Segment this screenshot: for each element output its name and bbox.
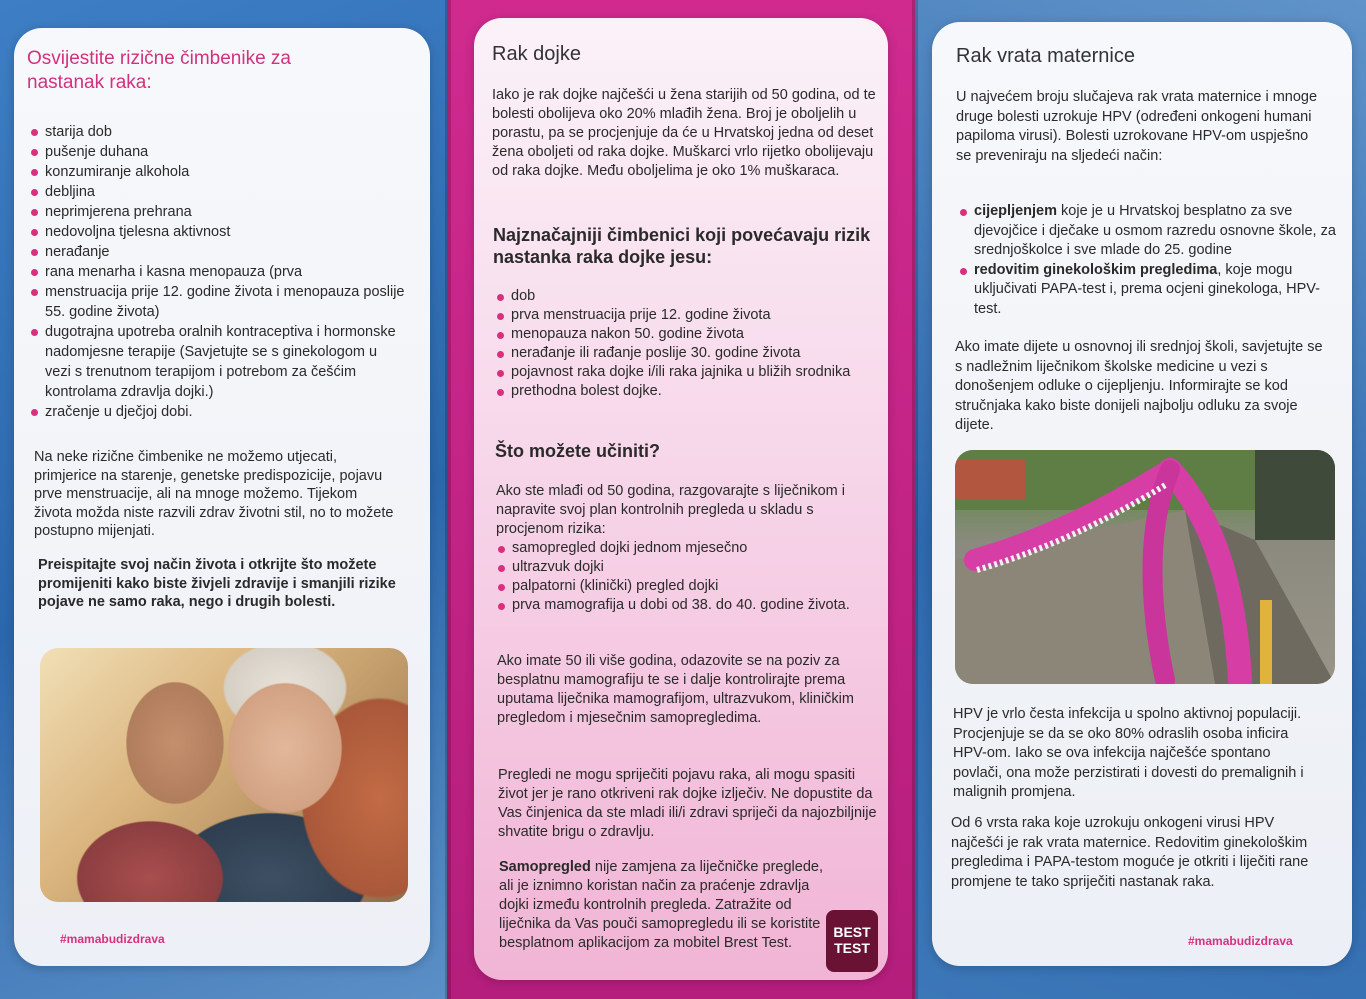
list-item: pojavnost raka dojke i/ili raka jajnika u bližih srodnika: [497, 363, 867, 382]
list-item: samopregled dojki jednom mjesečno: [498, 539, 868, 558]
risk-factors-title: Osvijestite rizične čimbenike za nastanak raka:: [27, 48, 291, 93]
self-exam-bold: Samopregled: [499, 859, 591, 875]
over-50-paragraph: Ako imate 50 ili više godina, odazovite se na poziv za besplatnu mamografiju te se i dalje kontrolirajte prema uputama liječnika mamografijom, ultrazvukom, kliničkim pregledom i mjesečnim samopregledima.: [497, 653, 854, 726]
list-item: prethodna bolest dojke.: [497, 382, 867, 401]
list-item: zračenje u dječjoj dobi.: [31, 402, 406, 422]
list-item: menopauza nakon 50. godine života: [497, 325, 867, 344]
prevention-text: , koje mogu uključivati PAPA-test i, prema ocjeni ginekologa, HPV-test.: [974, 261, 1321, 317]
list-item: [960, 261, 1340, 320]
logo-text: BEST: [833, 924, 871, 940]
hashtag: #mamabudizdrava: [1188, 934, 1293, 948]
list-item: [960, 202, 1340, 261]
smiling-women-photo: [40, 648, 408, 902]
human-ribbon-photo: [955, 450, 1335, 684]
prevention-text: koje je u Hrvatskoj besplatno za sve djevojčice i dječake u osmom razredu osnovne škole, za srednjoškolce i sve mlade do 25. godine: [974, 203, 1336, 258]
exams-paragraph: Pregledi ne mogu spriječiti pojavu raka, ali mogu spasiti život jer je rano otkriveni rak dojke izlječiv. Ne dopustite da Vas činjenica da ste mladi ili/i zdravi spriječi da najozbiljnije shvatite brigu o zdravlju.: [498, 767, 877, 840]
list-item: nerađanje: [31, 242, 406, 262]
school-paragraph: Ako imate dijete u osnovnoj ili srednjoj školi, savjetujte se s nadležnim liječnikom školske medicine u vezi s donošenjem odluke o cijepljenju. Informirajte se kod stručnjaka kako biste donijeli najbolju odluku za svoje dijete.: [955, 339, 1323, 433]
cervical-intro: U najvećem broju slučajeva rak vrata maternice i mnoge druge bolesti uzrokuje HPV (određeni onkogeni humani papiloma virusi). Bolesti uzrokovane HPV-om uspješno se preveniraju na sljedeći način:: [956, 89, 1318, 164]
ribbon-illustration: [955, 450, 1335, 684]
list-item: neprimjerena prehrana: [31, 202, 406, 222]
prevention-bold: redovitim ginekološkim pregledima: [974, 261, 1218, 278]
self-exam-text: nije zamjena za liječničke preglede, ali je iznimno koristan način za praćenje zdravlja dojki između kontrolnih pregleda. Zatražite od liječnika da Vas pouči samopregledu ili se koristite besplatnom aplikacijom za mobitel Brest Test.: [499, 859, 823, 951]
self-exam-paragraph: [499, 858, 824, 953]
list-item: dob: [497, 287, 867, 306]
under-50-paragraph: Ako ste mlađi od 50 godina, razgovarajte s liječnikom i napravite svoj plan kontrolnih pregleda u skladu s procjenom rizika:: [496, 483, 845, 537]
list-item: prva mamografija u dobi od 38. do 40. godine života.: [498, 596, 868, 615]
logo-text: TEST: [834, 940, 870, 956]
breast-cancer-title: Rak dojke: [492, 43, 581, 65]
fold-line: [912, 0, 918, 999]
hpv-paragraph: HPV je vrlo česta infekcija u spolno aktivnoj populaciji. Procjenjuje se da se oko 80% odraslih osoba inficira HPV-om. Iako se ova infekcija najčešće spontano povlači, ona može perzistirati i dovesti do premalignih i malignih promjena.: [953, 706, 1304, 800]
list-item: debljina: [31, 182, 406, 202]
prevention-bold: cijepljenjem: [974, 203, 1058, 219]
list-item: ultrazvuk dojki: [498, 558, 868, 577]
list-item: dugotrajna upotreba oralnih kontraceptiva i hormonske nadomjesne terapije (Savjetujte se s ginekologom u vezi s trenutnom terapijom i potrebom za češćim kontrolama zdravlja dojki.): [31, 322, 406, 402]
list-item: konzumiranje alkohola: [31, 162, 406, 182]
risk-factors-paragraph: Na neke rizične čimbenike ne možemo utjecati, primjerice na starenje, genetske predispozicije, pojavu prve menstruacije, ali na mnoge možemo. Tijekom života možda niste razvili zdrav životni stil, no to možete postupno mijenjati.: [34, 449, 394, 539]
list-item: rana menarha i kasna menopauza (prva: [31, 262, 406, 282]
cervical-cancer-title: Rak vrata maternice: [956, 45, 1135, 67]
list-item: nerađanje ili rađanje poslije 30. godine života: [497, 344, 867, 363]
list-item: starija dob: [31, 122, 406, 142]
hashtag: #mamabudizdrava: [60, 932, 165, 946]
checkup-list: [498, 539, 868, 615]
cancer-types-paragraph: Od 6 vrsta raka koje uzrokuju onkogeni virusi HPV najčešći je rak vrata maternice. Redovitim ginekološkim pregledima i PAPA-testom moguće je otkriti i liječiti rane promjene te tako spriječiti nastanak raka.: [951, 815, 1309, 890]
risk-factor-list: [31, 122, 406, 422]
lifestyle-callout: Preispitajte svoj način života i otkrijte što možete promijeniti kako biste živjeli zdravije i smanjili rizike pojave ne samo raka, nego i drugih bolesti.: [38, 557, 396, 610]
list-item: menstruacija prije 12. godine života i menopauza poslije 55. godine života): [31, 282, 406, 322]
list-item: palpatorni (klinički) pregled dojki: [498, 577, 868, 596]
fold-line: [445, 0, 451, 999]
prevention-list: [960, 202, 1340, 319]
best-test-logo: [826, 910, 878, 972]
main-factors-subtitle: Najznačajniji čimbenici koji povećavaju rizik nastanka raka dojke jesu:: [493, 225, 871, 267]
breast-risk-list: [497, 287, 867, 401]
list-item: prva menstruacija prije 12. godine života: [497, 306, 867, 325]
list-item: nedovoljna tjelesna aktivnost: [31, 222, 406, 242]
breast-cancer-intro: Iako je rak dojke najčešći u žena starijih od 50 godina, od te bolesti obolijeva oko 20% mlađih žena. Broj je oboljelih u porastu, pa se procjenjuje da će u Hrvatskoj jedna od deset žena oboljeti od raka dojke. Muškarci vrlo rijetko obolijevaju od raka dojke. Među oboljelima je oko 1% muškaraca.: [492, 87, 876, 179]
list-item: pušenje duhana: [31, 142, 406, 162]
what-can-you-do-title: Što možete učiniti?: [495, 441, 661, 461]
